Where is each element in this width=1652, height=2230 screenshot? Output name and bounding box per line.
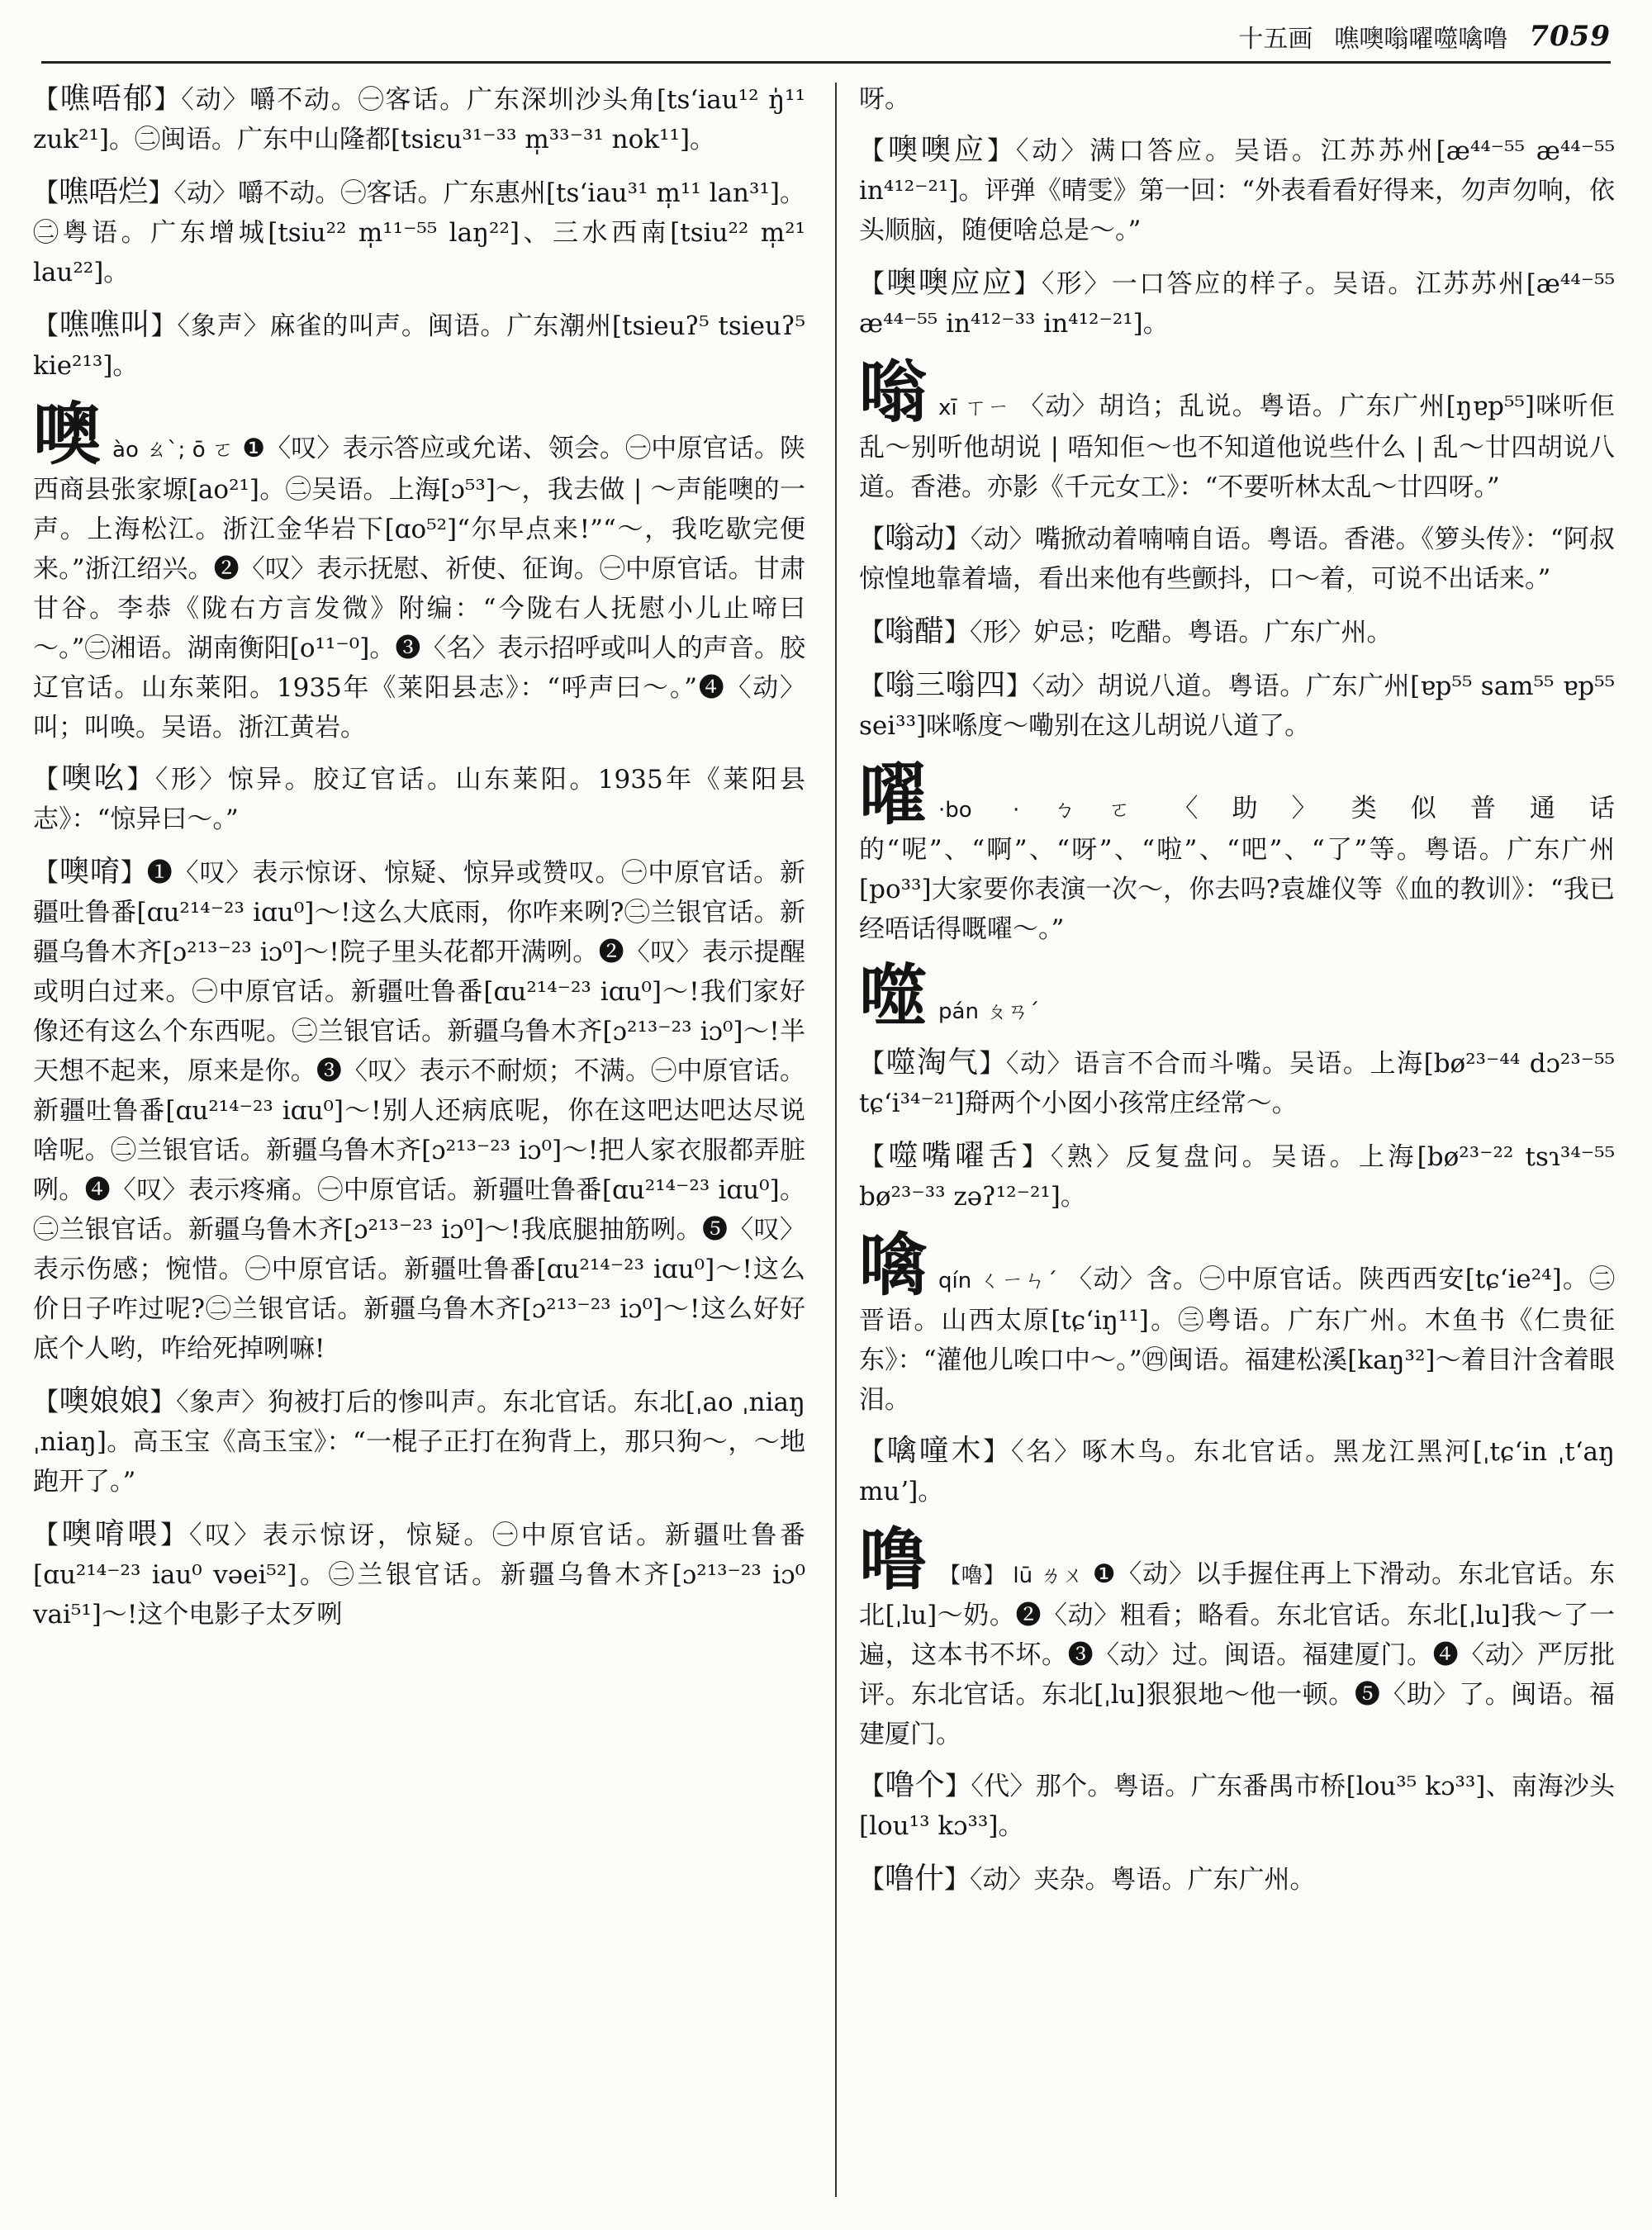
head-character-entry	[859, 353, 1615, 507]
entry-headword: 噬淘气	[885, 1046, 980, 1079]
entry: 【噬嘴嚁舌】〈熟〉反复盘问。吴语。上海[bø²³⁻²² tsɿ³⁴⁻⁵⁵ bø²³⁻³³ zəʔ¹²⁻²¹]。	[859, 1139, 1616, 1212]
head-pinyin: qín ㄑㄧㄣˊ	[938, 1269, 1059, 1293]
head-pinyin: ào ㄠˋ; ō ㄛ	[112, 438, 235, 463]
head-pinyin: 【嚕】 lū ㄌㄨ	[938, 1563, 1085, 1588]
entry-headword: 噜个	[885, 1768, 945, 1802]
entry-body: 〈动〉嘴掀动着喃喃自语。粤语。香港。《箩头传》：“阿叔惊惶地靠着墙，看出来他有些颤抖，口～着，可说不出话来。”	[859, 524, 1615, 594]
entry-body: ❶〈叹〉表示惊讶、惊疑、惊异或赞叹。㊀中原官话。新疆吐鲁番[ɑu²¹⁴⁻²³ iɑu⁰]～!这么大底雨，你咋来咧?㊁兰银官话。新疆乌鲁木齐[ɔ²¹³⁻²³ iɔ⁰]～!院子里头花都开满咧。❷〈叹〉表示提醒或明白过来。㊀中原官话。新疆吐鲁番[ɑu²¹⁴⁻²³ iɑu⁰]～!我们家好像还有这么个东西呢。㊁兰银官话。新疆乌鲁木齐[ɔ²¹³⁻²³ iɔ⁰]～!半天想不起来，原来是你。❸〈叹〉表示不耐烦；不满。㊀中原官话。新疆吐鲁番[ɑu²¹⁴⁻²³ iɑu⁰]～!别人还病底呢，你在这吧达吧达尽说啥呢。㊁兰银官话。新疆乌鲁木齐[ɔ²¹³⁻²³ iɔ⁰]～!把人家衣服都弄脏咧。❹〈叹〉表示疼痛。㊀中原官话。新疆吐鲁番[ɑu²¹⁴⁻²³ iɑu⁰]。㊁兰银官话。新疆乌鲁木齐[ɔ²¹³⁻²³ iɔ⁰]～!我底腿抽筋咧。❺〈叹〉表示伤感；惋惜。㊀中原官话。新疆吐鲁番[ɑu²¹⁴⁻²³ iɑu⁰]～!这么价日子咋过呢?㊁兰银官话。新疆乌鲁木齐[ɔ²¹³⁻²³ iɔ⁰]～!这么好好底个人哟，咋给死掉咧嘛!	[33, 858, 806, 1364]
entry: 【嗡三嗡四】〈动〉胡说八道。粤语。广东广州[ɐp⁵⁵ sam⁵⁵ ɐp⁵⁵ sei³³]咪喺度～嘞别在这儿胡说八道了。	[859, 668, 1616, 741]
entry: 【噢噢应应】〈形〉一口答应的样子。吴语。江苏苏州[æ⁴⁴⁻⁵⁵ æ⁴⁴⁻⁵⁵ in⁴¹²⁻³³ in⁴¹²⁻²¹]。	[859, 266, 1615, 339]
entry-headword: 嗡醋	[885, 614, 945, 648]
entry: 【噍唔郁】〈动〉嚼不动。㊀客话。广东深圳沙头角[tsʻiau¹² ŋ̍¹¹ zuk²¹]。㊁闽语。广东中山隆都[tsiɛu³¹⁻³³ m̩³³⁻³¹ nok¹¹]。	[33, 82, 806, 154]
entry-body: 〈代〉那个。粤语。广东番禺市桥[lou³⁵ kɔ³³]、南海沙头[lou¹³ kɔ³³]。	[859, 1772, 1615, 1841]
entry-headword: 噢唷	[59, 855, 121, 889]
entry-body: ❶〈动〉以手握住再上下滑动。东北官话。东北[ˌlu]～奶。❷〈动〉粗看；略看。东北官话。东北[ˌlu]我～了一遍，这本书不坏。❸〈动〉过。闽语。福建厦门。❹〈动〉严厉批评。东北官话。东北[ˌlu]狠狠地～他一顿。❺〈助〉了。闽语。福建厦门。	[859, 1559, 1616, 1749]
entry-continuation: 呀。	[859, 84, 910, 114]
entry-body: 〈形〉妒忌；吃醋。粤语。广东广州。	[970, 618, 1393, 648]
entry-headword: 噍唔郁	[59, 82, 154, 116]
entry-body: 〈助〉类似普通话的“呢”、“啊”、“呀”、“啦”、“吧”、“了”等。粤语。广东广州[po³³]大家要你表演一次～，你去吗?袁雄仪等《血的教训》：“我已经唔话得嘅嚁～。”	[859, 794, 1615, 944]
entry-body: 〈动〉夹杂。粤语。广东广州。	[970, 1865, 1316, 1895]
entry: 【噜个】〈代〉那个。粤语。广东番禺市桥[lou³⁵ kɔ³³]、南海沙头[lou¹³ kɔ³³]。	[859, 1768, 1615, 1841]
entry-body: 〈叹〉表示惊讶，惊疑。㊀中原官话。新疆吐鲁番[ɑu²¹⁴⁻²³ iau⁰ vəei⁵²]。㊁兰银官话。新疆乌鲁木齐[ɔ²¹³⁻²³ iɔ⁰ vai⁵¹]～!这个电影子太歹咧	[33, 1521, 806, 1630]
entry-headword: 噢娘娘	[59, 1384, 150, 1418]
entry-headword: 噙噇木	[886, 1434, 984, 1468]
entry: 【噍唔烂】〈动〉嚼不动。㊀客话。广东惠州[tsʻiau³¹ m̩¹¹ lan³¹]。㊁粤语。广东增城[tsiu²² m̩¹¹⁻⁵⁵ laŋ²²]、三水西南[tsiu²² m̩²¹ lau²²]。	[33, 175, 805, 287]
entry-headword: 嗡动	[885, 521, 945, 555]
entry-headword: 噍唔烂	[59, 175, 149, 209]
entry: 【噍噍叫】〈象声〉麻雀的叫声。闽语。广东潮州[tsieuʔ⁵ tsieuʔ⁵ kie²¹³]。	[33, 308, 806, 381]
entry-headword: 噢唷喂	[61, 1517, 161, 1551]
entry-body: 〈动〉语言不合而斗嘴。吴语。上海[bø²³⁻⁴⁴ dɔ²³⁻⁵⁵ tɕʻi³⁴⁻²¹]搿两个小囡小孩常庄经常～。	[859, 1049, 1615, 1118]
right-column	[859, 79, 1615, 1913]
head-character-entry	[33, 395, 805, 747]
head-pinyin: ·bo ·ㄅㄛ	[938, 798, 1165, 823]
entry-headword: 噍噍叫	[59, 308, 151, 342]
header-rule	[41, 61, 1611, 64]
head-character: 噢	[33, 395, 102, 474]
head-character-entry	[859, 956, 1615, 1036]
page-number: 7059	[1529, 20, 1611, 53]
head-character-entry	[859, 1226, 1615, 1420]
head-character: 嗡	[859, 353, 928, 432]
entry-headword: 噢吆	[61, 762, 127, 795]
entry-body: 〈象声〉狗被打后的惨叫声。东北官话。东北[ˌao ˌniaŋ ˌniaŋ]。高玉宝《高玉宝》：“一棍子正打在狗背上，那只狗～，～地跑开了。”	[33, 1388, 806, 1497]
entry: 【噬淘气】〈动〉语言不合而斗嘴。吴语。上海[bø²³⁻⁴⁴ dɔ²³⁻⁵⁵ tɕʻi³⁴⁻²¹]搿两个小囡小孩常庄经常～。	[859, 1046, 1615, 1118]
entry-body: 〈熟〉反复盘问。吴语。上海[bø²³⁻²² tsɿ³⁴⁻⁵⁵ bø²³⁻³³ zəʔ¹²⁻²¹]。	[859, 1142, 1616, 1212]
entry-body: 〈象声〉麻雀的叫声。闽语。广东潮州[tsieuʔ⁵ tsieuʔ⁵ kie²¹³]。	[33, 311, 806, 381]
head-character-entry	[859, 755, 1615, 949]
entry-headword: 噢噢应	[887, 133, 987, 167]
entry-body: 〈动〉嚼不动。㊀客话。广东深圳沙头角[tsʻiau¹² ŋ̍¹¹ zuk²¹]。㊁闽语。广东中山隆都[tsiɛu³¹⁻³³ m̩³³⁻³¹ nok¹¹]。	[33, 85, 806, 154]
head-character: 噙	[859, 1226, 928, 1305]
head-character-entry	[859, 1521, 1616, 1754]
entry: 【噢唷喂】〈叹〉表示惊讶，惊疑。㊀中原官话。新疆吐鲁番[ɑu²¹⁴⁻²³ iau⁰ vəei⁵²]。㊁兰银官话。新疆乌鲁木齐[ɔ²¹³⁻²³ iɔ⁰ vai⁵¹]～!这个电影子太歹咧	[33, 1517, 806, 1630]
entry-body: 〈动〉含。㊀中原官话。陕西西安[tɕʻie²⁴]。㊁晋语。山西太原[tɕʻiŋ¹¹]。㊂粤语。广东广州。木鱼书《仁贵征东》：“灌他儿唉口中～。”㊃闽语。福建松溪[kaŋ³²]～着目汁含着眼泪。	[859, 1264, 1615, 1415]
entry: 【噢唷】❶〈叹〉表示惊讶、惊疑、惊异或赞叹。㊀中原官话。新疆吐鲁番[ɑu²¹⁴⁻²³ iɑu⁰]～!这么大底雨，你咋来咧?㊁兰银官话。新疆乌鲁木齐[ɔ²¹³⁻²³ iɔ⁰]～!院子里头花都开满咧。❷〈叹〉表示提醒或明白过来。㊀中原官话。新疆吐鲁番[ɑu²¹⁴⁻²³ iɑu⁰]～!我们家好像还有这么个东西呢。㊁兰银官话。新疆乌鲁木齐[ɔ²¹³⁻²³ iɔ⁰]～!半天想不起来，原来是你。❸〈叹〉表示不耐烦；不满。㊀中原官话。新疆吐鲁番[ɑu²¹⁴⁻²³ iɑu⁰]～!别人还病底呢，你在这吧达吧达尽说啥呢。㊁兰银官话。新疆乌鲁木齐[ɔ²¹³⁻²³ iɔ⁰]～!把人家衣服都弄脏咧。❹〈叹〉表示疼痛。㊀中原官话。新疆吐鲁番[ɑu²¹⁴⁻²³ iɑu⁰]。㊁兰银官话。新疆乌鲁木齐[ɔ²¹³⁻²³ iɔ⁰]～!我底腿抽筋咧。❺〈叹〉表示伤感；惋惜。㊀中原官话。新疆吐鲁番[ɑu²¹⁴⁻²³ iɑu⁰]～!这么价日子咋过呢?㊁兰银官话。新疆乌鲁木齐[ɔ²¹³⁻²³ iɔ⁰]～!这么好好底个人哟，咋给死掉咧嘛!	[33, 855, 806, 1364]
entry-headword: 噜什	[885, 1862, 945, 1896]
head-pinyin: pán ㄆㄢˊ	[938, 999, 1040, 1024]
entry-body: 〈形〉一口答应的样子。吴语。江苏苏州[æ⁴⁴⁻⁵⁵ æ⁴⁴⁻⁵⁵ in⁴¹²⁻³³ in⁴¹²⁻²¹]。	[859, 269, 1615, 339]
entry-body: 〈动〉胡说八道。粤语。广东广州[ɐp⁵⁵ sam⁵⁵ ɐp⁵⁵ sei³³]咪喺度～嘞别在这儿胡说八道了。	[859, 671, 1616, 741]
header-stroke-count: 十五画	[1238, 25, 1313, 54]
left-column	[33, 79, 805, 1648]
column-divider	[835, 83, 837, 2197]
head-character: 噜	[859, 1521, 928, 1600]
entry: 【噢吆】〈形〉惊异。胶辽官话。山东莱阳。1935年《莱阳县志》：“惊异曰～。”	[33, 762, 806, 834]
entry: 【噢娘娘】〈象声〉狗被打后的惨叫声。东北官话。东北[ˌao ˌniaŋ ˌniaŋ]。高玉宝《高玉宝》：“一棍子正打在狗背上，那只狗～，～地跑开了。”	[33, 1384, 806, 1497]
running-header	[1049, 15, 1611, 58]
entry-body: 〈动〉嚼不动。㊀客话。广东惠州[tsʻiau³¹ m̩¹¹ lan³¹]。㊁粤语。广东增城[tsiu²² m̩¹¹⁻⁵⁵ laŋ²²]、三水西南[tsiu²² m̩²¹ lau²²]。	[33, 178, 805, 287]
header-chars: 噍噢嗡嚁噬噙噜	[1334, 25, 1508, 54]
head-pinyin: xī ㄒㄧ	[938, 396, 1010, 420]
entry-headword: 噢噢应应	[886, 266, 1014, 300]
entry: 【噜什】〈动〉夹杂。粤语。广东广州。	[859, 1862, 1316, 1896]
entry-body: ❶〈叹〉表示答应或允诺、领会。㊀中原官话。陕西商县张家塬[ao²¹]。㊁吴语。上海[ɔ⁵³]～，我去做 | ～声能噢的一声。上海松江。浙江金华岩下[ɑo⁵²]“尔早点来!”“～，我吃歇完便来。”浙江绍兴。❷〈叹〉表示抚慰、祈使、征询。㊀中原官话。甘肃甘谷。李恭《陇右方言发微》附编：“今陇右人抚慰小儿止啼曰～。”㊁湘语。湖南衡阳[o¹¹⁻⁰]。❸〈名〉表示招呼或叫人的声音。胶辽官话。山东莱阳。1935年《莱阳县志》：“呼声曰～。”❹〈动〉叫；叫唤。吴语。浙江黄岩。	[33, 434, 805, 743]
entry-body: 〈形〉惊异。胶辽官话。山东莱阳。1935年《莱阳县志》：“惊异曰～。”	[33, 765, 806, 834]
entry-headword: 噬嘴嚁舌	[888, 1139, 1022, 1173]
entry-body: 〈动〉满口答应。吴语。江苏苏州[æ⁴⁴⁻⁵⁵ æ⁴⁴⁻⁵⁵ in⁴¹²⁻²¹]。评弹《晴雯》第一回：“外表看看好得来，勿声勿响，依头顺脑，随便啥总是～。”	[859, 136, 1616, 245]
head-character: 噬	[859, 956, 928, 1036]
entry: 【噙噇木】〈名〉啄木鸟。东北官话。黑龙江黑河[ˌtɕʻin ˌtʻaŋ muʼ]。	[859, 1434, 1615, 1506]
entry-body: 〈名〉啄木鸟。东北官话。黑龙江黑河[ˌtɕʻin ˌtʻaŋ muʼ]。	[859, 1437, 1615, 1506]
entry: 【噢噢应】〈动〉满口答应。吴语。江苏苏州[æ⁴⁴⁻⁵⁵ æ⁴⁴⁻⁵⁵ in⁴¹²⁻²¹]。评弹《晴雯》第一回：“外表看看好得来，勿声勿响，依头顺脑，随便啥总是～。”	[859, 133, 1616, 245]
entry: 【嗡醋】〈形〉妒忌；吃醋。粤语。广东广州。	[859, 614, 1393, 648]
head-character: 嚁	[859, 755, 928, 834]
entry-headword: 嗡三嗡四	[885, 668, 1006, 702]
entry: 【嗡动】〈动〉嘴掀动着喃喃自语。粤语。香港。《箩头传》：“阿叔惊惶地靠着墙，看出来他有些颤抖，口～着，可说不出话来。”	[859, 521, 1615, 594]
entry-body: 〈动〉胡诌；乱说。粤语。广东广州[ŋɐp⁵⁵]咪听佢乱～别听他胡说 | 唔知佢～也不知道他说些什么 | 乱～廿四胡说八道。香港。亦影《千元女工》：“不要听林太乱～廿四呀。”	[859, 391, 1615, 502]
